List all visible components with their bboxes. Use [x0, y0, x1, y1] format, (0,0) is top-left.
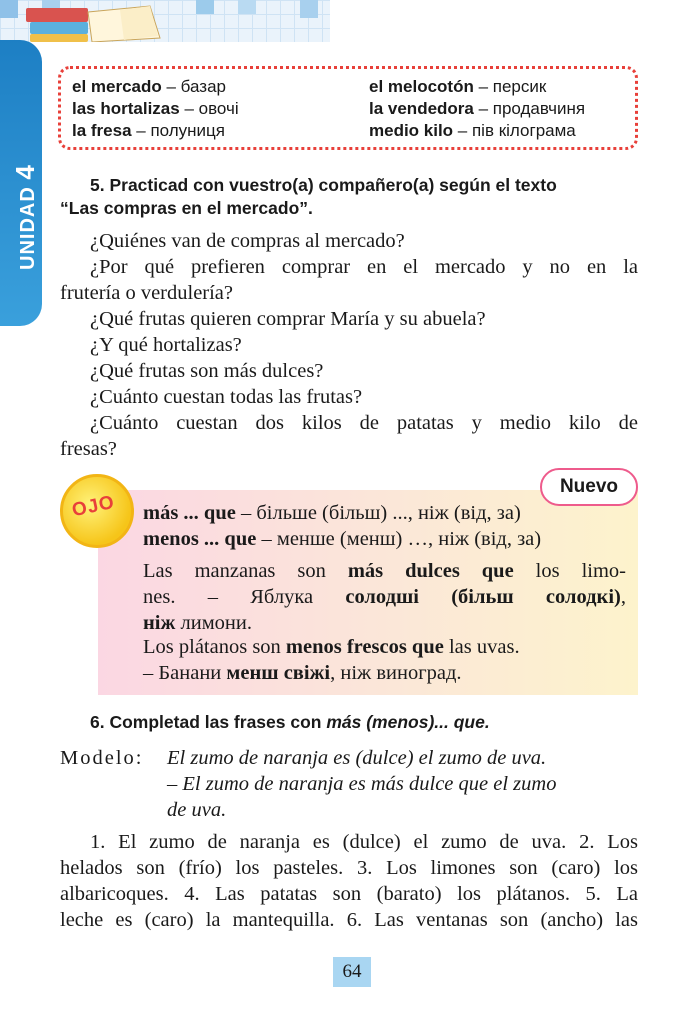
page-number: 64	[333, 957, 371, 987]
example-line: nes. – Яблука солодші (більш солодкі),	[143, 586, 626, 608]
question: ¿Cuánto cuestan dos kilos de patatas y medio kilo de	[90, 412, 638, 434]
example-line: Los plátanos son menos frescos que las uvas.	[143, 636, 520, 658]
vocab-item: la vendedora – продавчиня	[369, 99, 586, 118]
nuevo-badge: Nuevo	[540, 468, 638, 506]
question: frutería o verdulería?	[60, 282, 234, 304]
question: ¿Y qué hortalizas?	[90, 334, 242, 356]
example-line: – Банани менш свіжі, ніж виноград.	[143, 662, 462, 684]
question: ¿Qué frutas son más dulces?	[90, 360, 324, 382]
question: fresas?	[60, 438, 117, 460]
exercise-line: helados son (frío) los pasteles. 3. Los limones son (caro) los	[60, 857, 638, 879]
task-5-heading-cont: “Las compras en el mercado”.	[60, 198, 313, 218]
exercise-line: albaricoques. 4. Las patatas son (barato) los plátanos. 5. La	[60, 883, 638, 905]
unit-label: UNIDAD 4	[10, 164, 40, 270]
question: ¿Cuánto cuestan todas las frutas?	[90, 386, 363, 408]
example-line: Las manzanas son más dulces que los limo-	[143, 560, 626, 582]
question: ¿Quiénes van de compras al mercado?	[90, 230, 405, 252]
modelo-text: de uva.	[167, 799, 227, 821]
task-6-heading: 6. Completad las frases con más (menos)... que.	[90, 712, 490, 732]
rule-menos-que: menos ... que – менше (менш) …, ніж (від, за)	[143, 528, 542, 550]
ojo-badge-label: OJO	[70, 491, 117, 522]
modelo-text: – El zumo de naranja es más dulce que el zumo	[167, 773, 557, 795]
modelo-label: Modelo:	[60, 747, 144, 769]
vocab-item: la fresa – полуниця	[72, 121, 225, 140]
rule-mas-que: más ... que – більше (більш) ..., ніж (від, за)	[143, 502, 521, 524]
exercise-line: 1. El zumo de naranja es (dulce) el zumo de uva. 2. Los	[90, 831, 638, 853]
question: ¿Por qué prefieren comprar en el mercado y no en la	[90, 256, 638, 278]
question: ¿Qué frutas quieren comprar María y su abuela?	[90, 308, 486, 330]
vocab-item: el mercado – базар	[72, 77, 226, 96]
exercise-line: leche es (caro) la mantequilla. 6. Las ventanas son (ancho) las	[60, 909, 638, 931]
vocab-item: medio kilo – пів кілограма	[369, 121, 576, 140]
example-line: ніж лимони.	[143, 612, 252, 634]
modelo-text: El zumo de naranja es (dulce) el zumo de uva.	[167, 747, 547, 769]
vocab-item: el melocotón – персик	[369, 77, 547, 96]
task-5-heading: 5. Practicad con vuestro(a) compañero(a) según el texto	[90, 175, 557, 195]
books-illustration	[0, 0, 330, 42]
vocab-item: las hortalizas – овочі	[72, 99, 239, 118]
